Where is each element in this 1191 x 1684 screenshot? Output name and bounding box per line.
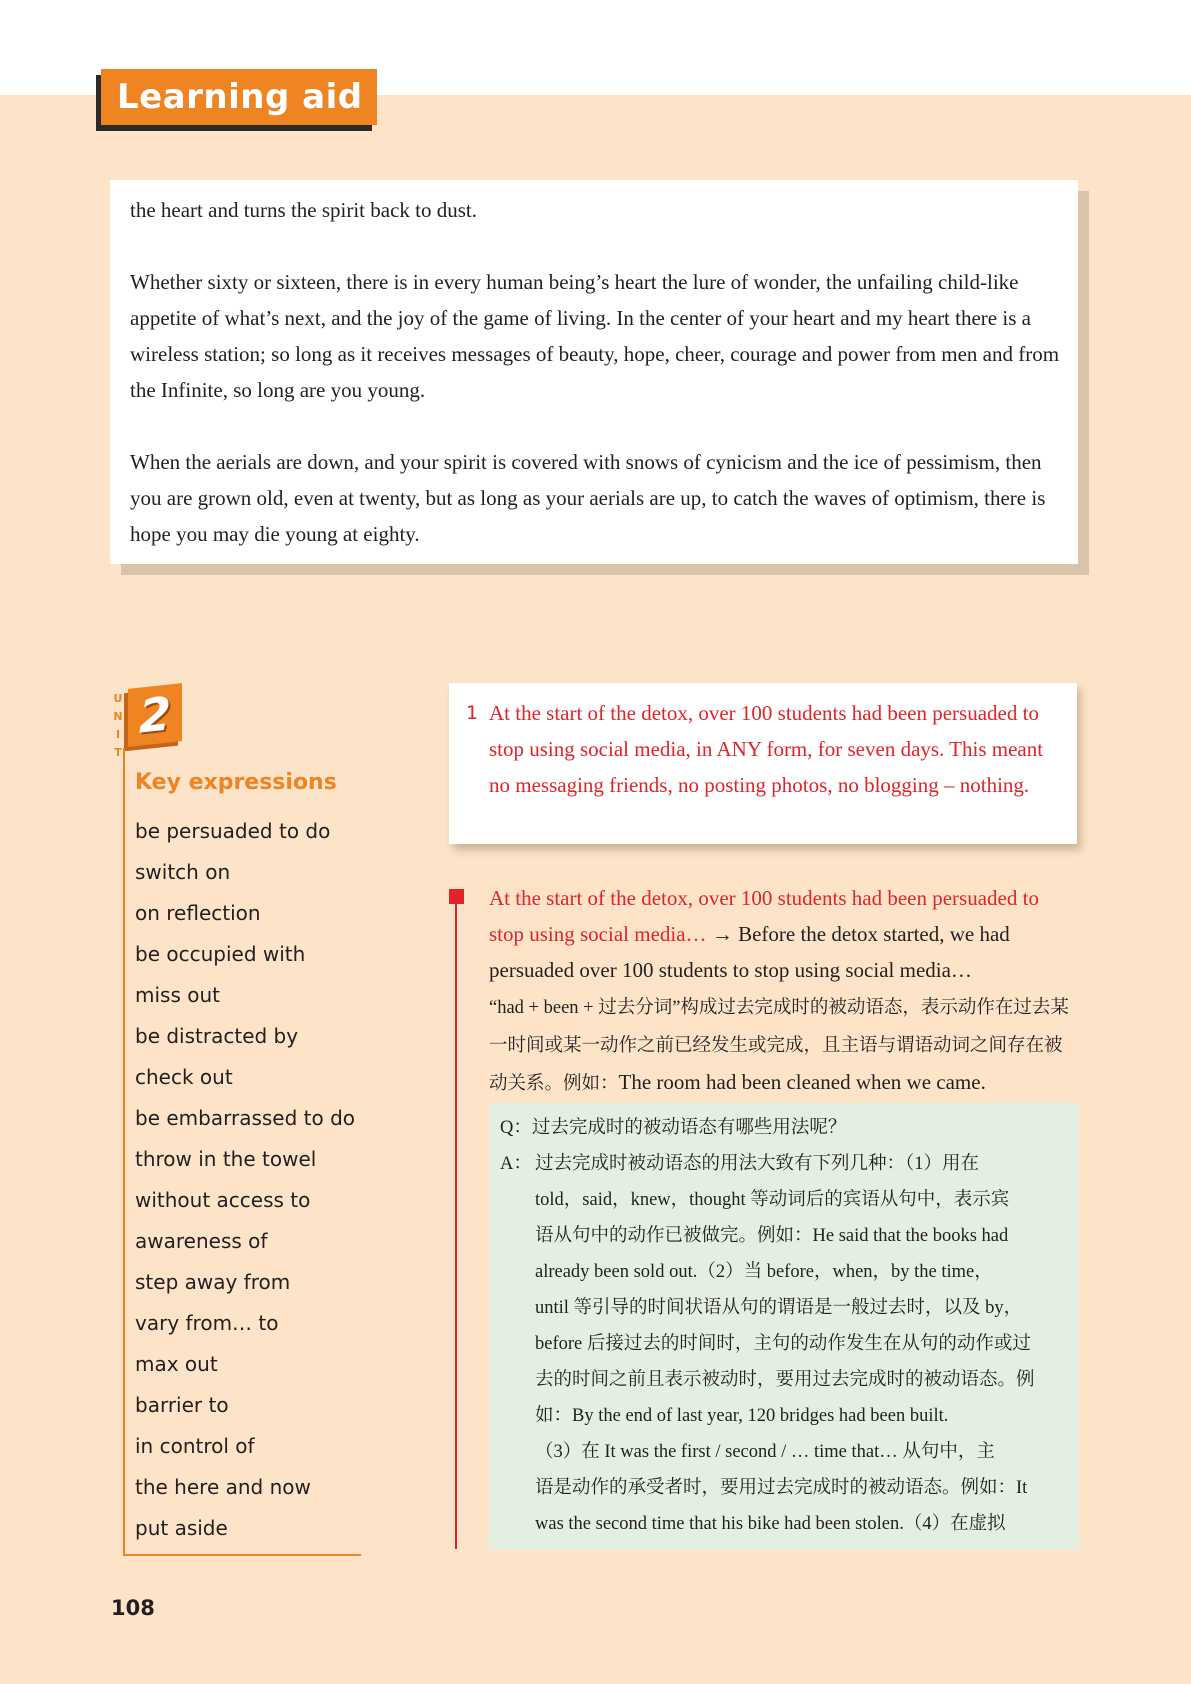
- qa-answer: [535, 1146, 1065, 1542]
- key-expression-item: check out: [135, 1065, 233, 1089]
- key-expression-item: barrier to: [135, 1393, 229, 1417]
- key-expression-item: on reflection: [135, 901, 261, 925]
- answer-line: already been sold out.（2）当 before，when，by the time，: [535, 1262, 993, 1282]
- key-expressions-title: Key expressions: [135, 770, 337, 795]
- note-example: The room had been cleaned when we came.: [618, 1070, 986, 1094]
- key-expression-item: max out: [135, 1352, 218, 1376]
- key-expression-item: without access to: [135, 1188, 311, 1212]
- key-expression-item: be persuaded to do: [135, 819, 331, 843]
- note-explanation: “had + been + 过去分词”构成过去完成时的被动语态，表示动作在过去某一时间或某一动作之前已经发生或完成，且主语与谓语动词之间存在被动关系。例如：: [489, 998, 1069, 1094]
- answer-line: （3）在 It was the first / second / … time that… 从句中，主: [535, 1442, 995, 1462]
- key-expression-item: awareness of: [135, 1229, 268, 1253]
- key-expression-item: step away from: [135, 1270, 291, 1294]
- question-text: 过去完成时的被动语态有哪些用法呢？: [531, 1118, 847, 1138]
- key-expressions-list: [135, 811, 355, 1549]
- learning-aid-header: [101, 69, 377, 125]
- key-expression-item: be occupied with: [135, 942, 306, 966]
- answer-line: was the second time that his bike had been stolen.（4）在虚拟: [535, 1514, 1006, 1534]
- qa-box: [489, 1103, 1079, 1550]
- note-red-sentence: At the start of the detox, over 100 students had been persuaded to stop using social media…: [489, 886, 1039, 946]
- page-number: 108: [111, 1596, 155, 1620]
- answer-line: before 后接过去的时间时，主句的动作发生在从句的动作或过: [535, 1334, 1031, 1354]
- passage-paragraph-fragment: the heart and turns the spirit back to dust.: [130, 198, 478, 222]
- answer-line: 如：By the end of last year, 120 bridges had been built.: [535, 1406, 949, 1426]
- unit-number: 2: [138, 686, 171, 744]
- key-expression-item: vary from… to: [135, 1311, 279, 1335]
- quote-text: At the start of the detox, over 100 students had been persuaded to stop using social media, in ANY form, for seven days. This meant no messaging friends, no posting photos, no blogging – nothing.: [489, 701, 1044, 797]
- unit-letter: N: [113, 710, 123, 723]
- key-expression-item: throw in the towel: [135, 1147, 317, 1171]
- key-expression-item: be distracted by: [135, 1024, 299, 1048]
- unit-letter: U: [113, 692, 123, 705]
- a-label: A：: [500, 1154, 532, 1174]
- answer-line: 过去完成时被动语态的用法大致有下列几种：（1）用在: [535, 1154, 980, 1174]
- note-rule: [455, 904, 457, 1549]
- grammar-note: [489, 880, 1079, 1102]
- quote-number: 1: [466, 702, 479, 724]
- answer-line: until 等引导的时间状语从句的谓语是一般过去时，以及 by，: [535, 1298, 1023, 1318]
- key-expression-item: in control of: [135, 1434, 255, 1458]
- reading-passage-box: [110, 180, 1078, 564]
- key-expression-item: be embarrassed to do: [135, 1106, 356, 1130]
- passage-paragraph-2: Whether sixty or sixteen, there is in every human being’s heart the lure of wonder, the unfailing child-like appetite of what’s next, and the joy of the game of living. In the center of your heart and my heart there is a wireless station; so long as it receives messages of beauty, hope, cheer, courage and power from men and from the Infinite, so long are you young.: [130, 270, 1060, 402]
- answer-line: 语是动作的承受者时，要用过去完成时的被动语态。例如：It: [535, 1478, 1028, 1498]
- answer-line: 去的时间之前且表示被动时，要用过去完成时的被动语态。例: [535, 1370, 1035, 1390]
- key-expression-item: miss out: [135, 983, 220, 1007]
- arrow-icon: →: [711, 922, 733, 946]
- unit-letter: I: [115, 728, 121, 741]
- answer-line: 语从句中的动作已被做完。例如：He said that the books had: [535, 1226, 1009, 1246]
- key-expression-item: switch on: [135, 860, 231, 884]
- q-label: Q：: [500, 1118, 532, 1138]
- unit-number-badge: [128, 683, 182, 747]
- qa-question: [500, 1110, 1070, 1146]
- passage-paragraph-3: When the aerials are down, and your spirit is covered with snows of cynicism and the ice of pessimism, then you are grown old, even at twenty, but as long as your aerials are up, to catch the waves of optimism, there is hope you may die young at eighty.: [130, 450, 1046, 546]
- key-expression-item: the here and now: [135, 1475, 311, 1499]
- note-rewrite: Before the detox started, we had persuaded over 100 students to stop using social media…: [489, 922, 1010, 982]
- answer-line: told，said，knew，thought 等动词后的宾语从句中，表示宾: [535, 1190, 1010, 1210]
- quoted-sentence-box: [449, 683, 1077, 844]
- sidebar-bottom-rule: [123, 1554, 361, 1556]
- note-marker: [449, 889, 464, 904]
- sidebar-divider: [123, 748, 125, 1556]
- unit-letter: T: [114, 746, 122, 759]
- key-expression-item: put aside: [135, 1516, 228, 1540]
- header-title: Learning aid: [117, 77, 363, 117]
